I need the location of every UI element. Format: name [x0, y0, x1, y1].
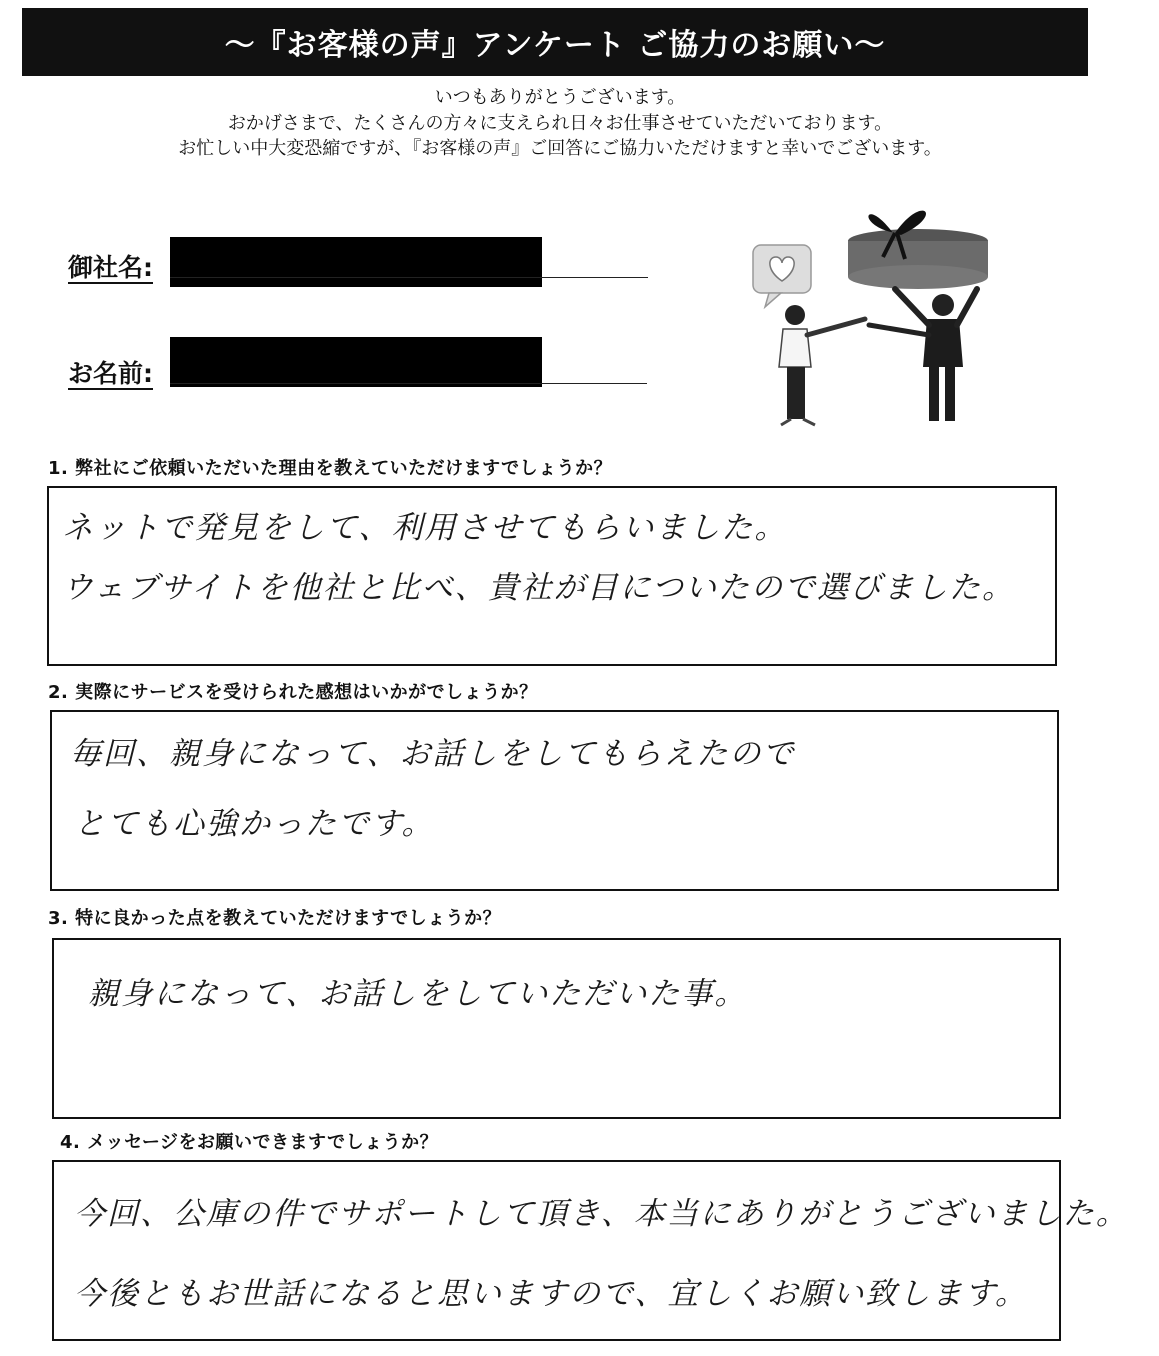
answer-3-line-1: 親身になって、お話しをしていただいた事。 [88, 976, 748, 1012]
person-left-icon [779, 305, 865, 425]
answer-2-line-1: 毎回、親身になって、お話しをしてもらえたので [70, 736, 796, 772]
gift-illustration [745, 185, 1030, 440]
question-4-title: 4. メッセージをお願いできますでしょうか？ [60, 1132, 439, 1153]
name-label: お名前: [68, 359, 153, 388]
intro-line-1: いつもありがとうございます。 [434, 87, 686, 108]
answer-2-line-2: とても心強かったです。 [74, 806, 435, 842]
question-1-title: 1. 弊社にご依頼いただいた理由を教えていただけますでしょうか？ [48, 458, 613, 479]
company-underline [170, 277, 648, 278]
company-label: 御社名: [68, 253, 153, 282]
survey-title-banner [22, 8, 1088, 76]
heart-bubble-icon [753, 245, 811, 307]
intro-line-2: おかげさまで、たくさんの方々に支えられ日々お仕事させていただいております。 [227, 113, 893, 134]
answer-4-line-1: 今回、公庫の件でサポートして頂き、本当にありがとうございました。 [74, 1196, 1129, 1232]
answer-box-3 [52, 938, 1061, 1119]
survey-title: 〜『お客様の声』アンケート ご協力のお願い〜 [224, 28, 886, 63]
gift-box-icon [848, 211, 988, 289]
company-redaction [170, 237, 542, 287]
intro-line-3: お忙しい中大変恐縮ですが、『お客様の声』ご回答にご協力いただけますと幸いでございます。 [178, 138, 942, 159]
answer-1-line-1: ネットで発見をして、利用させてもらいました。 [62, 510, 788, 546]
question-3-title: 3. 特に良かった点を教えていただけますでしょうか？ [48, 908, 502, 929]
question-2-title: 2. 実際にサービスを受けられた感想はいかがでしょうか？ [48, 682, 538, 703]
name-redaction [170, 337, 542, 387]
answer-4-line-2: 今後ともお世話になると思いますので、宜しくお願い致します。 [74, 1276, 1028, 1312]
answer-1-line-2: ウェブサイトを他社と比べ、貴社が目についたので選びました。 [62, 570, 1015, 606]
name-underline [170, 383, 647, 384]
person-right-icon [869, 289, 977, 421]
